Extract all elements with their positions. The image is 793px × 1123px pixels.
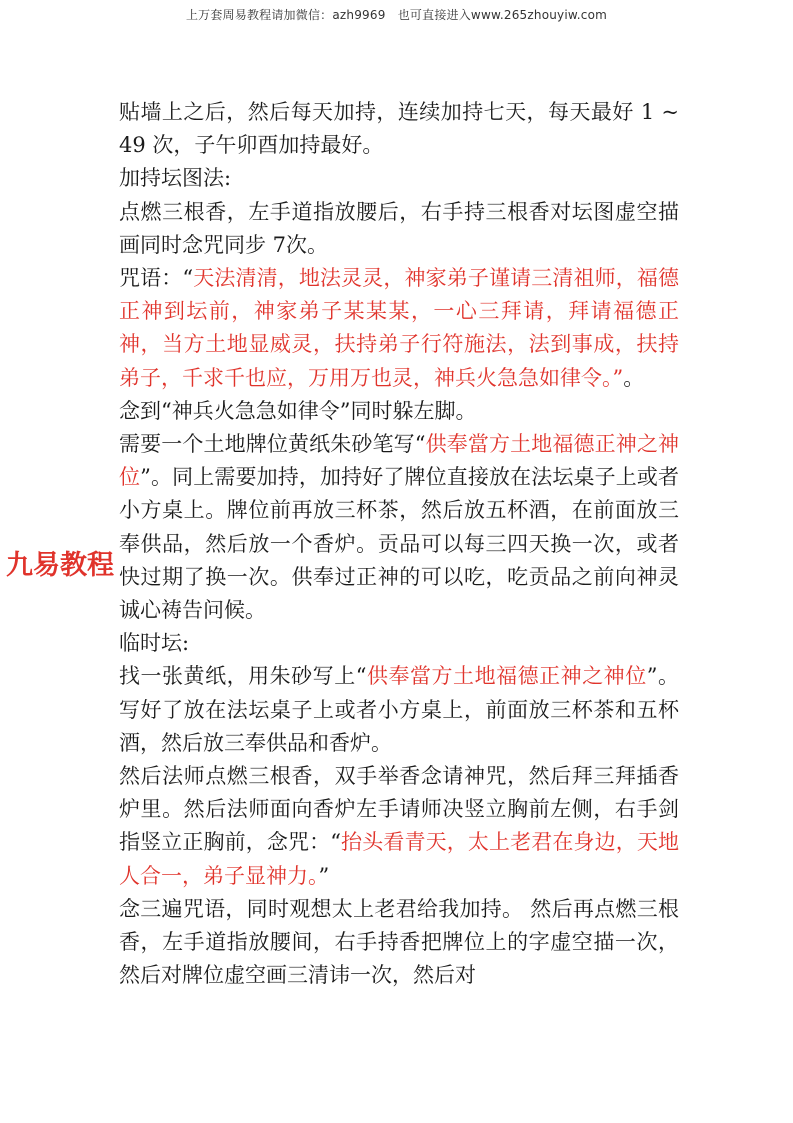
paragraph-6 bbox=[119, 428, 679, 627]
tablet-inscription: 供奉當方土地福德正神之神位 bbox=[119, 432, 679, 490]
paragraph-text: 念三遍咒语，同时观想太上老君给我加持。 然后再点燃三根香，左手道指放腰间，右手持香把牌位上的字虚空描一次，然后对牌位虚空画三清讳一次，然后对 bbox=[119, 896, 679, 988]
paragraph-text: 咒语：“ bbox=[119, 266, 194, 291]
paragraph-text: 然后法师点燃三根香，双手举香念请神咒，然后拜三拜插香炉里。然后法师面向香炉左手请师决竖立胸前左侧，右手剑指竖立正胸前，念咒：“ bbox=[119, 764, 679, 855]
paragraph-text: ”。同上需要加持，加持好了牌位直接放在法坛桌子上或者小方桌上。牌位前再放三杯茶，然后放五杯酒，在前面放三奉供品，然后放一个香炉。贡品可以每三四天换一次，或者快过期了换一次。供奉过正神的可以吃，吃贡品之前向神灵诚心祷告问候。 bbox=[119, 465, 680, 623]
section-heading: 临时坛: bbox=[119, 631, 190, 656]
incantation-text: 天法清清，地法灵灵，神家弟子谨请三清祖师，福德正神到坛前，神家弟子某某某，一心三拜请，拜请福德正神，当方土地显威灵，扶持弟子行符施法，法到事成，扶持弟子，千求千也应，万用万也灵，神兵火急急如律令。” bbox=[119, 266, 679, 390]
watermark-logo: 九易教程 bbox=[6, 550, 114, 581]
paragraph-text: 贴墙上之后，然后每天加持，连续加持七天，每天最好 1 ~ 49 次，子午卯酉加持最好。 bbox=[119, 100, 679, 158]
paragraph-4-incantation bbox=[119, 262, 679, 395]
paragraph-8 bbox=[119, 660, 679, 760]
paragraph-9 bbox=[119, 760, 679, 893]
paragraph-text: 点燃三根香，左手道指放腰后，右手持三根香对坛图虚空描画同时念咒同步 7次。 bbox=[119, 199, 679, 257]
document-body bbox=[119, 96, 679, 992]
paragraph-text: ”。 写好了放在法坛桌子上或者小方桌上，前面放三杯茶和五杯酒，然后放三奉供品和香炉。 bbox=[119, 664, 679, 755]
paragraph-text: 找一张黄纸，用朱砂写上“ bbox=[119, 664, 367, 689]
paragraph-text: ” bbox=[318, 863, 330, 888]
paragraph-text: 需要一个土地牌位黄纸朱砂笔写“ bbox=[119, 432, 426, 457]
tablet-inscription: 供奉當方土地福德正神之神位 bbox=[366, 664, 647, 689]
paragraph-text: 念到“神兵火急急如律令”同时躲左脚。 bbox=[119, 398, 477, 423]
paragraph-2-heading bbox=[119, 162, 679, 195]
incantation-text: 抬头看青天，太上老君在身边，天地人合一，弟子显神力。 bbox=[119, 830, 679, 888]
paragraph-10 bbox=[119, 893, 679, 993]
paragraph-3 bbox=[119, 196, 679, 262]
paragraph-1 bbox=[119, 96, 679, 162]
paragraph-7-heading bbox=[119, 627, 679, 660]
paragraph-5 bbox=[119, 395, 679, 428]
page-header: 上万套周易教程请加微信：azh9969 也可直接进入www.265zhouyiw.com bbox=[185, 8, 608, 22]
paragraph-text: 。 bbox=[623, 365, 645, 390]
section-heading: 加持坛图法: bbox=[119, 166, 232, 191]
